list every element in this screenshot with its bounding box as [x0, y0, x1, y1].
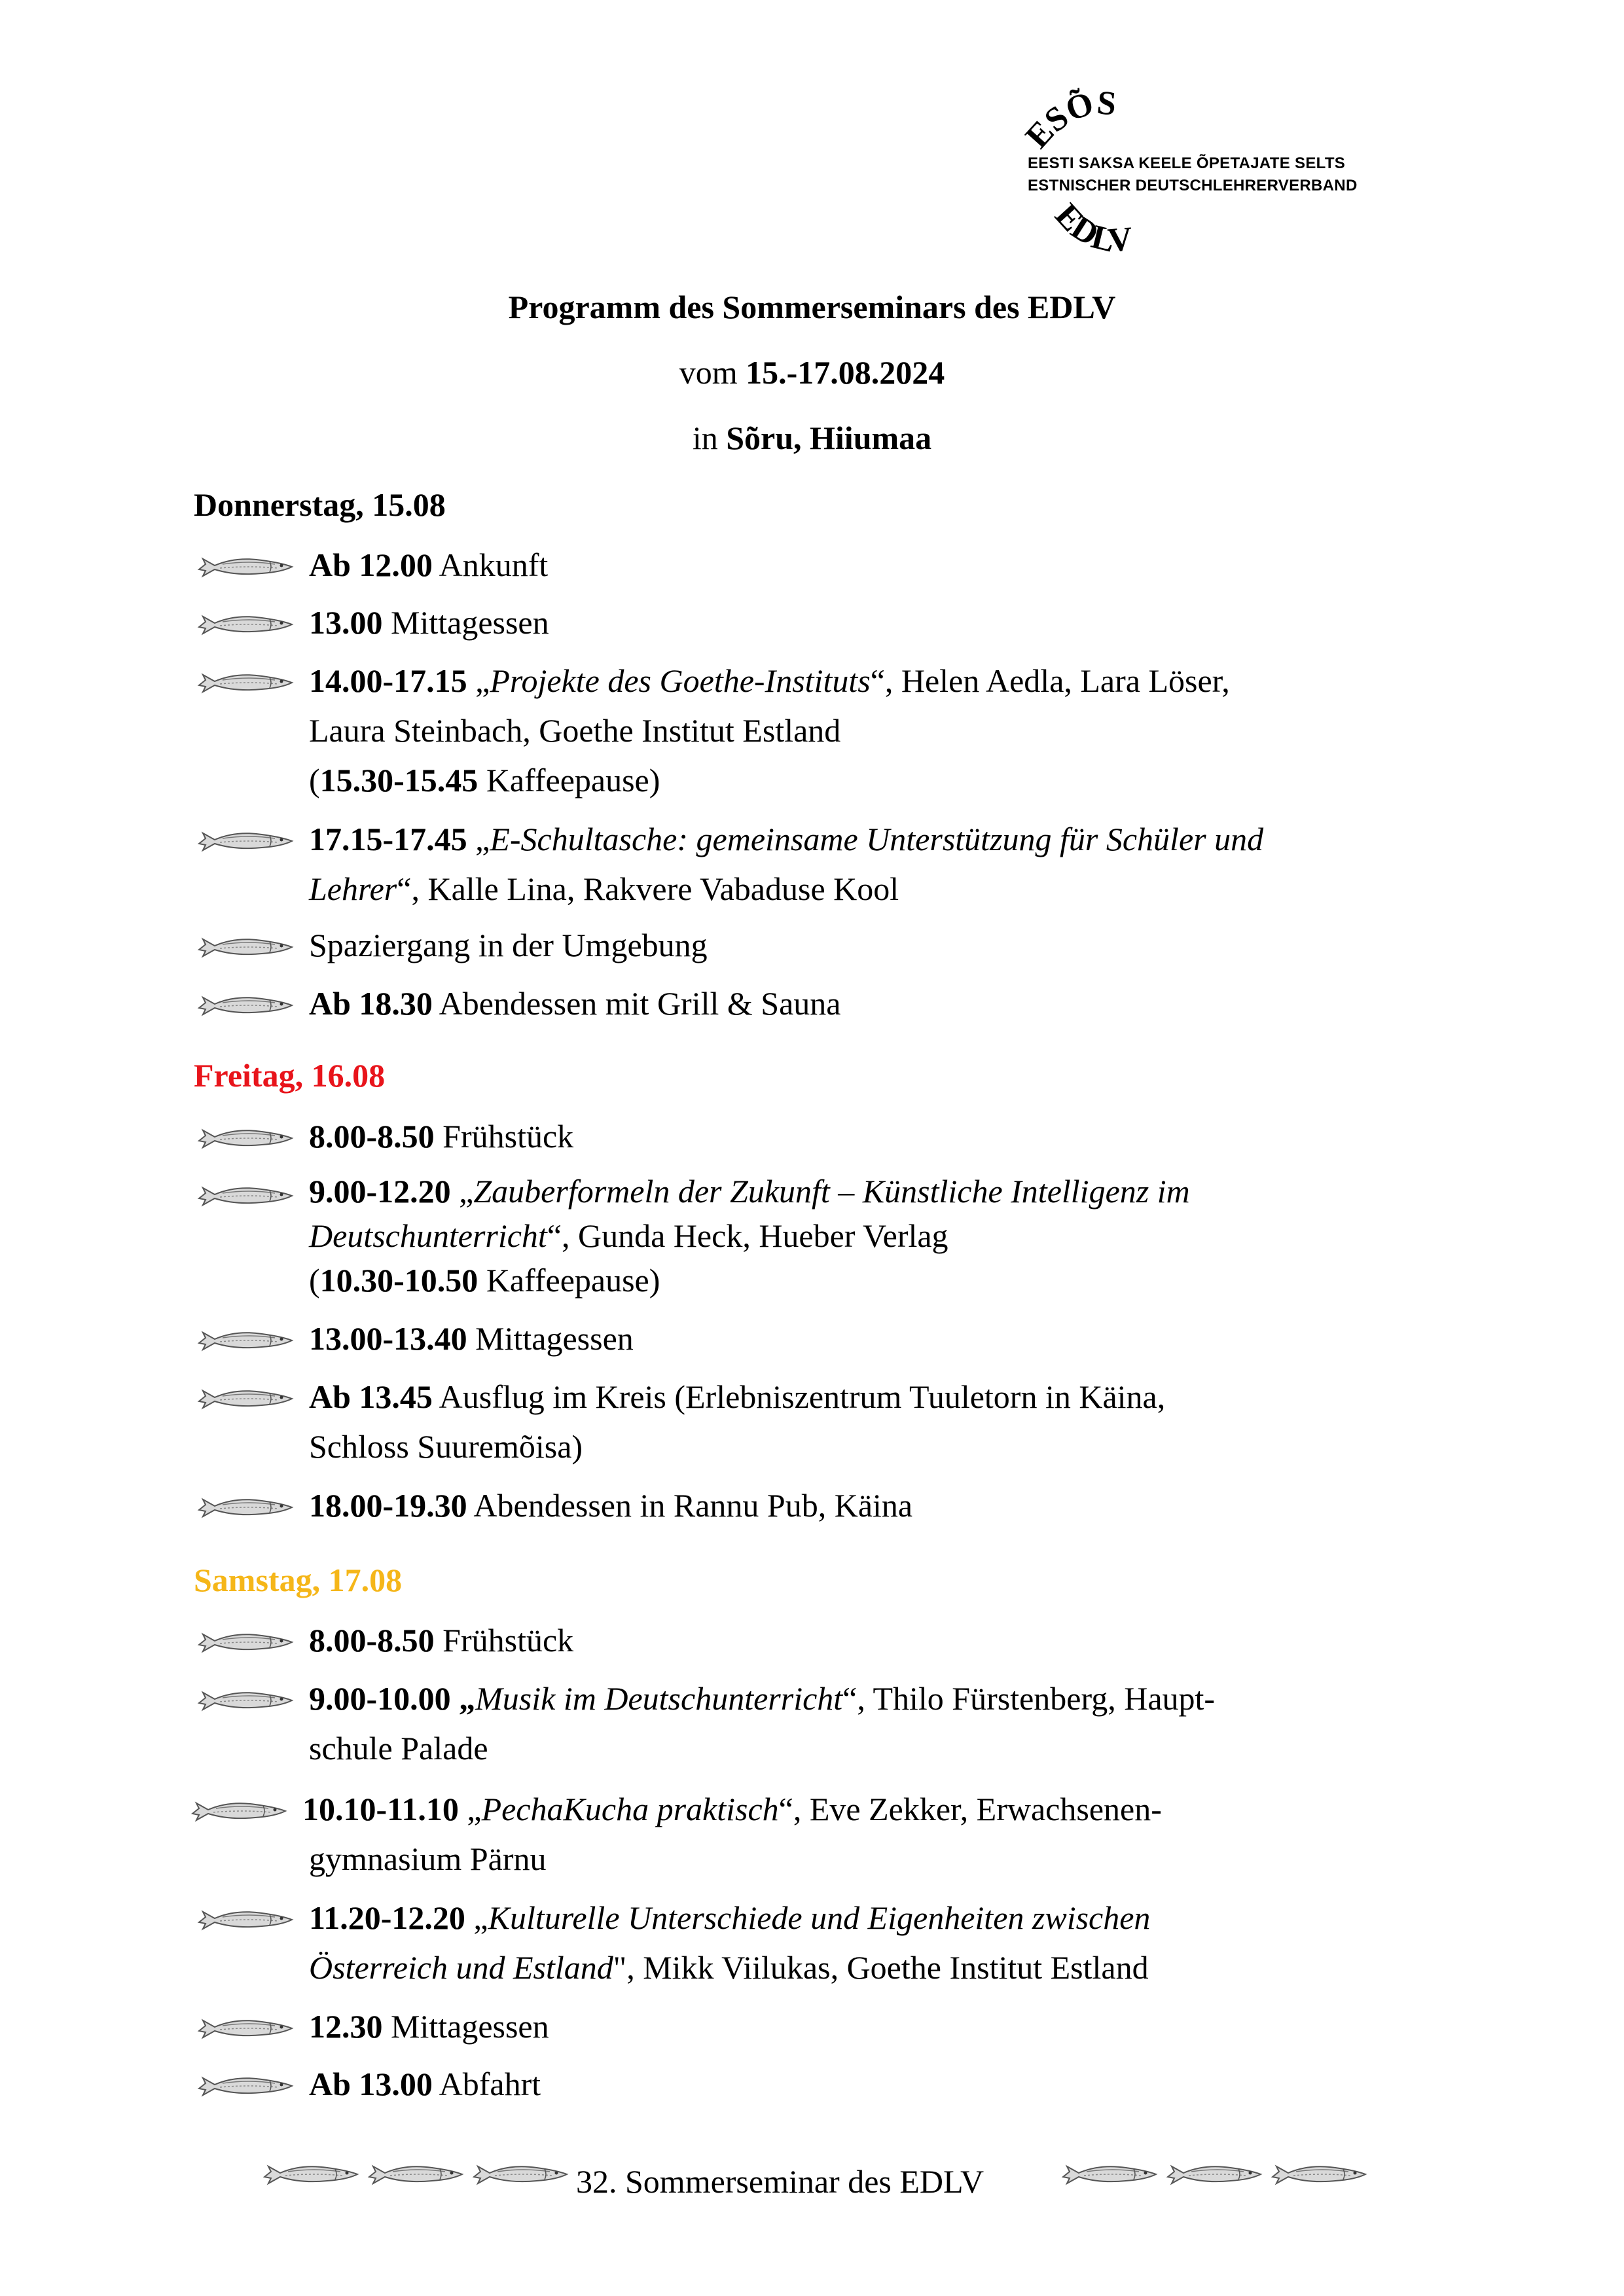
fish-icon	[196, 1679, 295, 1729]
fish-icon	[471, 2157, 569, 2192]
fish-icon	[196, 1898, 295, 1948]
item-time: 18.00-19.30	[309, 1487, 467, 1524]
item-time: 17.15-17.45	[309, 821, 467, 857]
day-heading-thursday: Donnerstag, 15.08	[194, 486, 446, 523]
fish-icon	[196, 2064, 295, 2114]
day-heading-saturday: Samstag, 17.08	[194, 1562, 403, 1598]
fish-icon	[196, 1621, 295, 1670]
fish-icon	[1060, 2157, 1159, 2192]
item-time: 14.00-17.15	[309, 662, 467, 699]
item-time: 10.10-11.10	[302, 1791, 459, 1827]
fish-icon	[196, 1319, 295, 1369]
place: Sõru, Hiiumaa	[726, 420, 932, 456]
date-line: vom 15.-17.08.2024	[679, 354, 945, 391]
place-line: in Sõru, Hiiumaa	[692, 420, 932, 456]
logo-arc-top: ESÕS	[1019, 84, 1118, 156]
day-heading-friday: Freitag, 16.08	[194, 1057, 386, 1094]
item-time: Ab 12.00	[309, 547, 433, 583]
fish-icon	[190, 1789, 288, 1839]
page-title: Programm des Sommerseminars des EDLV	[508, 289, 1116, 325]
fish-icon	[196, 1174, 295, 1224]
fish-icon	[367, 2157, 465, 2192]
item-time: Ab 18.30	[309, 985, 433, 1022]
item-time: 11.20-12.20	[309, 1899, 465, 1936]
footer	[0, 2157, 1624, 2210]
fish-icon	[196, 1377, 295, 1427]
item-time: Ab 13.45	[309, 1378, 433, 1415]
fish-icon	[196, 984, 295, 1033]
item-time: 9.00-12.20	[309, 1173, 451, 1210]
item-time: 8.00-8.50	[309, 1622, 435, 1659]
fish-icon	[196, 1117, 295, 1166]
logo	[1019, 79, 1447, 260]
fish-icon	[196, 925, 295, 975]
footer-text: 32. Sommerseminar des EDLV	[576, 2163, 984, 2200]
logo-arc-bottom: EDLV	[1047, 196, 1134, 260]
fish-icon	[196, 819, 295, 869]
item-time: 12.30	[309, 2008, 383, 2045]
fish-icon	[196, 2007, 295, 2056]
fish-icon	[262, 2157, 360, 2192]
fish-icon	[1165, 2157, 1263, 2192]
item-time: 8.00-8.50	[309, 1118, 435, 1155]
logo-text-german: ESTNISCHER DEUTSCHLEHRERVERBAND	[1028, 177, 1358, 194]
item-time: 13.00-13.40	[309, 1320, 467, 1357]
item-time: Ab 13.00	[309, 2066, 433, 2102]
logo-text-estonian: EESTI SAKSA KEELE ÕPETAJATE SELTS	[1028, 154, 1346, 172]
fish-icon	[196, 1486, 295, 1535]
item-time: 9.00-10.00	[309, 1680, 451, 1717]
item-time: 13.00	[309, 604, 383, 641]
fish-icon	[196, 603, 295, 653]
fish-icon	[196, 545, 295, 595]
fish-icon	[1270, 2157, 1368, 2192]
fish-icon	[196, 661, 295, 711]
date-range: 15.-17.08.2024	[746, 354, 945, 391]
